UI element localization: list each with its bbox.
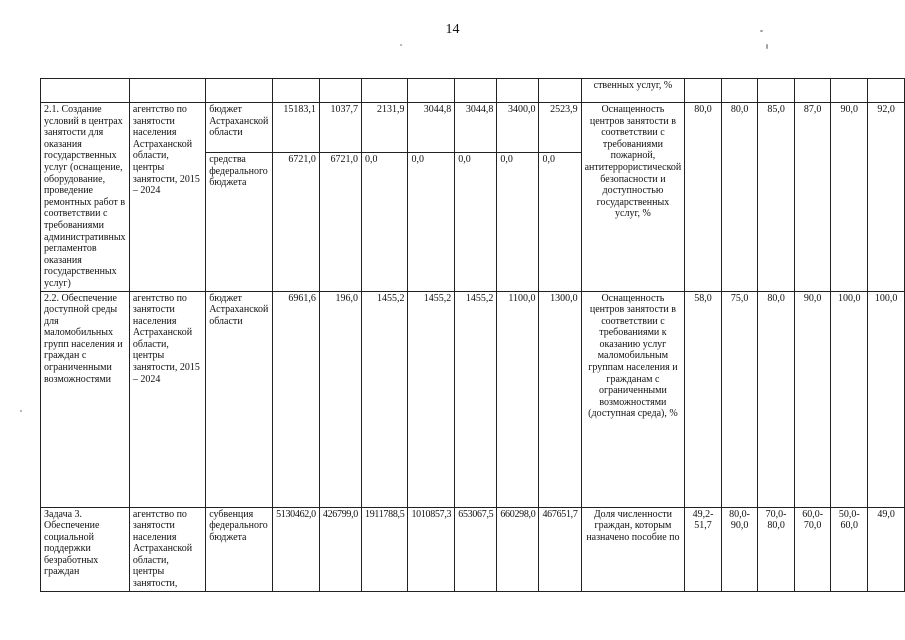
amount-year: 2523,9 [539, 103, 581, 153]
amount-year: 0,0 [497, 153, 539, 291]
amount-year: 0,0 [408, 153, 455, 291]
amount-year: 196,0 [319, 291, 361, 507]
amount-year: 3044,8 [455, 103, 497, 153]
amount-year: 2131,9 [362, 103, 408, 153]
target-value: 90,0 [831, 103, 868, 292]
amount-year: 1037,7 [319, 103, 361, 153]
source-cell: средства федерального бюджета [206, 153, 273, 291]
target-value: 87,0 [794, 103, 831, 292]
executor-cell: агентство по занятости населения Астраханской области, центры занятости, 2015 – 2024 [129, 103, 205, 292]
target-value: 80,0 [685, 103, 722, 292]
task-cell: 2.2. Обеспечение доступной среды для маломобильных групп населения и граждан с ограниченными возможностями [41, 291, 130, 507]
task-cell: 2.1. Создание условий в центрах занятости для оказания государственных услуг (оснащение, оборудование, проведение ремонтных работ в соответствии с требованиями административных регламентов оказания государственных услуг) [41, 103, 130, 292]
indicator-tail: ственных услуг, % [581, 79, 685, 103]
amount-year: 3400,0 [497, 103, 539, 153]
executor-cell: агентство по занятости населения Астраханской области, центры занятости, 2015 – 2024 [129, 291, 205, 507]
scan-speck [400, 44, 402, 46]
amount-total: 15183,1 [273, 103, 320, 153]
amount-year: 426799,0 [319, 507, 361, 591]
target-value: 85,0 [758, 103, 795, 292]
table-row [41, 291, 905, 507]
page-number: 14 [445, 22, 460, 37]
amount-year: 1911788,5 [362, 507, 408, 591]
amount-year: 0,0 [362, 153, 408, 291]
amount-total: 6961,6 [273, 291, 320, 507]
scan-speck [760, 30, 763, 32]
amount-total: 6721,0 [273, 153, 320, 291]
amount-year: 0,0 [539, 153, 581, 291]
amount-year: 1300,0 [539, 291, 581, 507]
target-value: 49,0 [868, 507, 905, 591]
source-cell: бюджет Астраханской области [206, 103, 273, 153]
scan-speck [766, 44, 768, 49]
amount-year: 1455,2 [362, 291, 408, 507]
indicator-cell: Доля численности граждан, которым назначено пособие по [581, 507, 685, 591]
program-table [40, 78, 905, 592]
amount-year: 660298,0 [497, 507, 539, 591]
target-value: 80,0 [721, 103, 758, 292]
continuation-row [41, 79, 905, 103]
amount-year: 1010857,3 [408, 507, 455, 591]
amount-year: 1455,2 [408, 291, 455, 507]
target-value: 50,0-60,0 [831, 507, 868, 591]
amount-year: 3044,8 [408, 103, 455, 153]
source-cell: бюджет Астраханской области [206, 291, 273, 507]
amount-year: 653067,5 [455, 507, 497, 591]
target-value: 70,0-80,0 [758, 507, 795, 591]
table-row [41, 507, 905, 591]
amount-year: 0,0 [455, 153, 497, 291]
target-value: 75,0 [721, 291, 758, 507]
target-value: 58,0 [685, 291, 722, 507]
indicator-cell: Оснащенность центров занятости в соответствии с требованиями к оказанию услуг маломобильным группам населения и гражданам с ограниченными возможностями (доступная среда), % [581, 291, 685, 507]
amount-year: 6721,0 [319, 153, 361, 291]
indicator-cell: Оснащенность центров занятости в соответствии с требованиями пожарной, антитеррористической безопасности и доступностью государственных услуг, % [581, 103, 685, 292]
amount-year: 1100,0 [497, 291, 539, 507]
target-value: 80,0-90,0 [721, 507, 758, 591]
scan-speck [20, 410, 22, 412]
amount-year: 1455,2 [455, 291, 497, 507]
target-value: 100,0 [831, 291, 868, 507]
target-value: 80,0 [758, 291, 795, 507]
table-row [41, 103, 905, 153]
target-value: 49,2-51,7 [685, 507, 722, 591]
amount-year: 467651,7 [539, 507, 581, 591]
target-value: 92,0 [868, 103, 905, 292]
amount-total: 5130462,0 [273, 507, 320, 591]
task-cell: Задача 3. Обеспечение социальной поддержки безработных граждан [41, 507, 130, 591]
executor-cell: агентство по занятости населения Астраханской области, центры занятости, [129, 507, 205, 591]
target-value: 90,0 [794, 291, 831, 507]
target-value: 100,0 [868, 291, 905, 507]
target-value: 60,0-70,0 [794, 507, 831, 591]
source-cell: субвенция федерального бюджета [206, 507, 273, 591]
